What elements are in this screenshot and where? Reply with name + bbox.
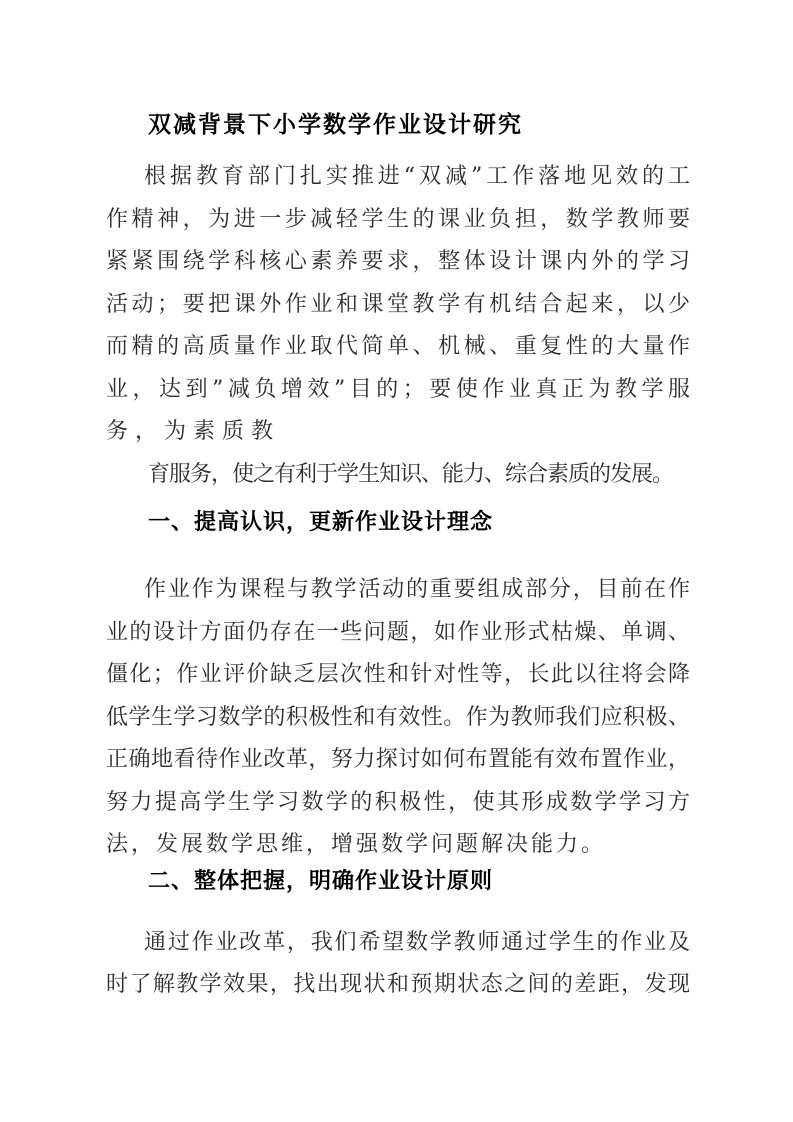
paragraph-line: 僵化；作业评价缺乏层次性和针对性等，长此以往将会降 [106, 662, 690, 687]
paragraph-3 [106, 569, 690, 867]
paragraph-line: 低学生学习数学的积极性和有效性。作为教师我们应积极、 [106, 704, 690, 730]
paragraph-line: 业，达到”减负增效”目的；要使作业真正为教学服 [106, 376, 690, 402]
paragraph-line: 务，为素质教 [106, 419, 281, 444]
section-heading-2: 二、整体把握，明确作业设计原则 [148, 868, 494, 894]
paragraph-line: 法，发展数学思维，增强数学问题解决能力。 [106, 832, 607, 857]
paragraph-line: 紧紧围绕学科核心素养要求，整体设计课内外的学习 [106, 249, 690, 274]
paragraph-1 [106, 156, 690, 454]
paragraph-line: 时了解教学效果，找出现状和预期状态之间的差距，发现 [106, 972, 690, 997]
document-body [106, 100, 690, 1007]
paragraph-line: 活动；要把课外作业和课堂教学有机结合起来，以少 [106, 291, 690, 317]
paragraph-line: 作业作为课程与教学活动的重要组成部分，目前在作 [144, 577, 690, 602]
paragraph-line: 而精的高质量作业取代简单、机械、重复性的大量作 [106, 334, 690, 359]
paragraph-line: 根据教育部门扎实推进“双减”工作落地见效的工 [144, 164, 690, 189]
section-heading-1: 一、提高认识，更新作业设计理念 [148, 510, 494, 535]
paragraph-line: 通过作业改革，我们希望数学教师通过学生的作业及 [144, 929, 690, 955]
document-title: 双减背景下小学数学作业设计研究 [148, 112, 523, 138]
paragraph-line: 正确地看待作业改革，努力探讨如何布置能有效布置作业， [106, 747, 690, 772]
paragraph-2: 育服务，使之有利于学生知识、能力、综合素质的发展。 [148, 461, 674, 487]
paragraph-line: 努力提高学生学习数学的积极性，使其形成数学学习方 [106, 789, 690, 815]
paragraph-4 [106, 922, 690, 1007]
paragraph-line: 作精神，为进一步减轻学生的课业负担，数学教师要 [106, 206, 690, 232]
paragraph-line: 业的设计方面仍存在一些问题，如作业形式枯燥、单调、 [106, 619, 690, 645]
